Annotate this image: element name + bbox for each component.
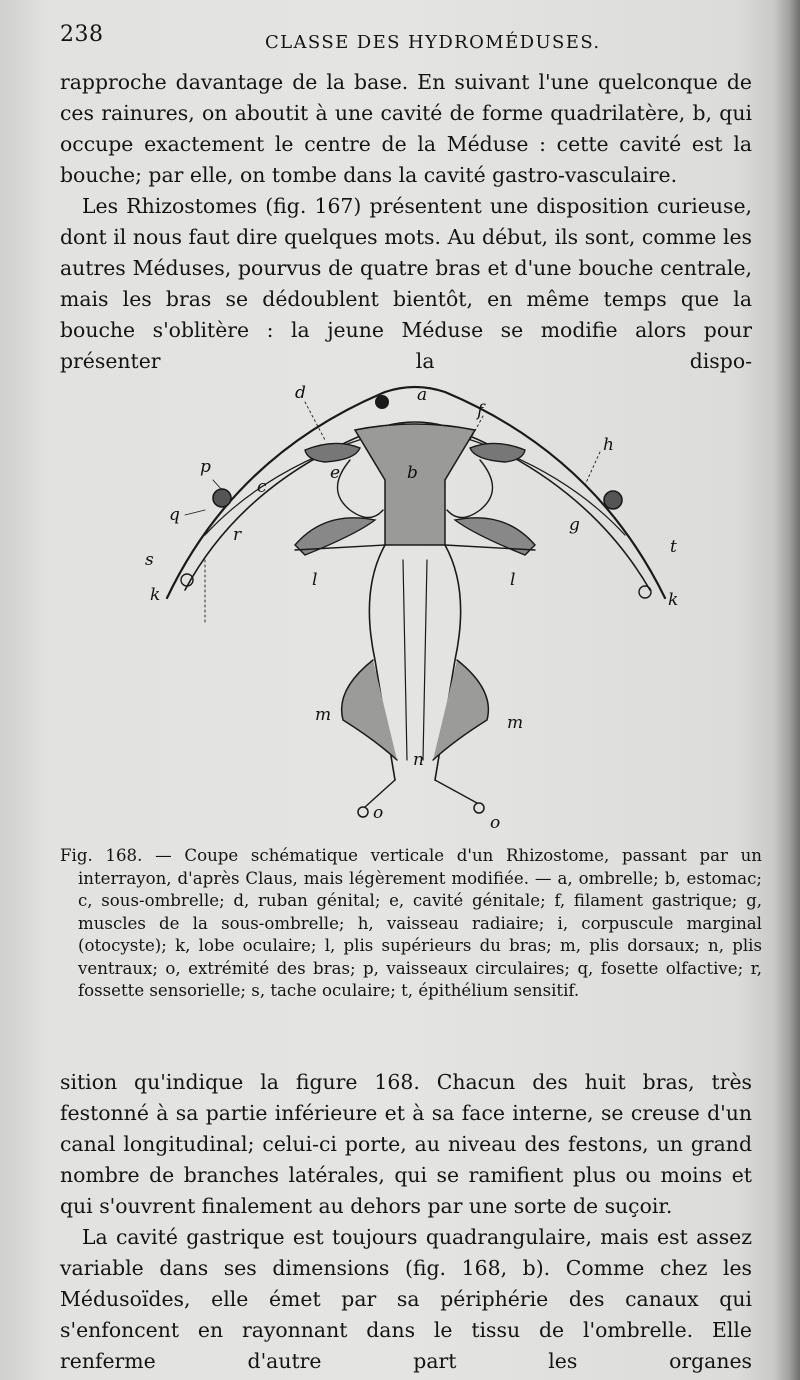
figure-label-l-right: l xyxy=(510,570,516,590)
figure-label-s: s xyxy=(145,550,154,570)
page-edge-shadow xyxy=(774,0,800,1380)
paragraph: sition qu'indique la figure 168. Chacun des huit bras, très festonné à sa partie inférieure et à sa face interne, se creuse d'un canal longitudinal; celui-ci porte, au niveau des festons, un grand nombre de branches latérales, qui se ramifient plus ou moins et qui s'ouvrent finalement au dehors par une sorte de suçoir. xyxy=(60,1070,752,1218)
page-header xyxy=(60,22,760,58)
body-text-top xyxy=(60,67,752,377)
figure-label-f: f xyxy=(477,401,484,421)
figure-label-m-left: m xyxy=(315,705,332,725)
figure-label-k-left: k xyxy=(150,585,161,605)
rhizostome-section-drawing xyxy=(145,360,705,830)
paragraph: La cavité gastrique est toujours quadrangulaire, mais est assez variable dans ses dimensions (fig. 168, b). Comme chez les Médusoïdes, elle émet par sa périphérie des canaux qui s'enfoncent en rayonnant dans le tissu de l'ombrelle. Elle renferme d'autre part les organes xyxy=(60,1225,752,1373)
body-text-bottom xyxy=(60,1067,752,1377)
figure-label-m-right: m xyxy=(507,713,524,733)
paragraph: Les Rhizostomes (fig. 167) présentent une disposition curieuse, dont il nous faut dire quelques mots. Au début, ils sont, comme les autres Méduses, pourvus de quatre bras et d'une bouche centrale, mais les bras se dédoublent bientôt, en même temps que la bouche s'oblitère : la jeune Méduse se modifie alors pour présenter la dispo- xyxy=(60,194,752,373)
figure-label-n: n xyxy=(413,750,424,770)
figure-label-k-right: k xyxy=(668,590,679,610)
figure-label-c: c xyxy=(257,477,267,497)
paragraph: rapproche davantage de la base. En suivant l'une quelconque de ces rainures, on aboutit à une cavité de forme quadrilatère, b, qui occupe exactement le centre de la Méduse : cette cavité est la bouche; par elle, on tombe dans la cavité gastro-vasculaire. xyxy=(60,70,752,187)
caption-text: Fig. 168. — Coupe schématique verticale d'un Rhizostome, passant par un interrayon, d'après Claus, mais légèrement modifiée. — a, ombrelle; b, estomac; c, sous-ombrelle; d, ruban génital; e, cavité génitale; f, filament gastrique; g, muscles de la sous-ombrelle; h, vaisseau radiaire; i, corpuscule marginal (otocyste); k, lobe oculaire; l, plis supérieurs du bras; m, plis dorsaux; n, plis ventraux; o, extrémité des bras; p, vaisseaux circulaires; q, fosette olfactive; r, fossette sensorielle; s, tache oculaire; t, épithélium sensitif. xyxy=(60,846,762,1000)
figure-label-a: a xyxy=(417,385,428,405)
figure-label-h: h xyxy=(603,435,614,455)
figure-label-d: d xyxy=(295,383,306,403)
figure-label-o-left: o xyxy=(373,803,384,823)
figure-label-b: b xyxy=(407,463,418,483)
rhizostome-figure xyxy=(145,360,705,830)
figure-label-o-right: o xyxy=(490,813,501,830)
page-number: 238 xyxy=(60,22,104,47)
figure-label-e: e xyxy=(330,463,341,483)
figure-label-p: p xyxy=(200,457,211,477)
figure-caption xyxy=(60,845,762,1003)
figure-label-l-left: l xyxy=(312,570,318,590)
figure-label-r: r xyxy=(233,525,242,545)
running-title: CLASSE DES HYDROMÉDUSES. xyxy=(265,32,601,53)
figure-label-q: q xyxy=(169,505,180,525)
figure-label-t: t xyxy=(670,537,677,557)
figure-label-g: g xyxy=(569,515,580,535)
